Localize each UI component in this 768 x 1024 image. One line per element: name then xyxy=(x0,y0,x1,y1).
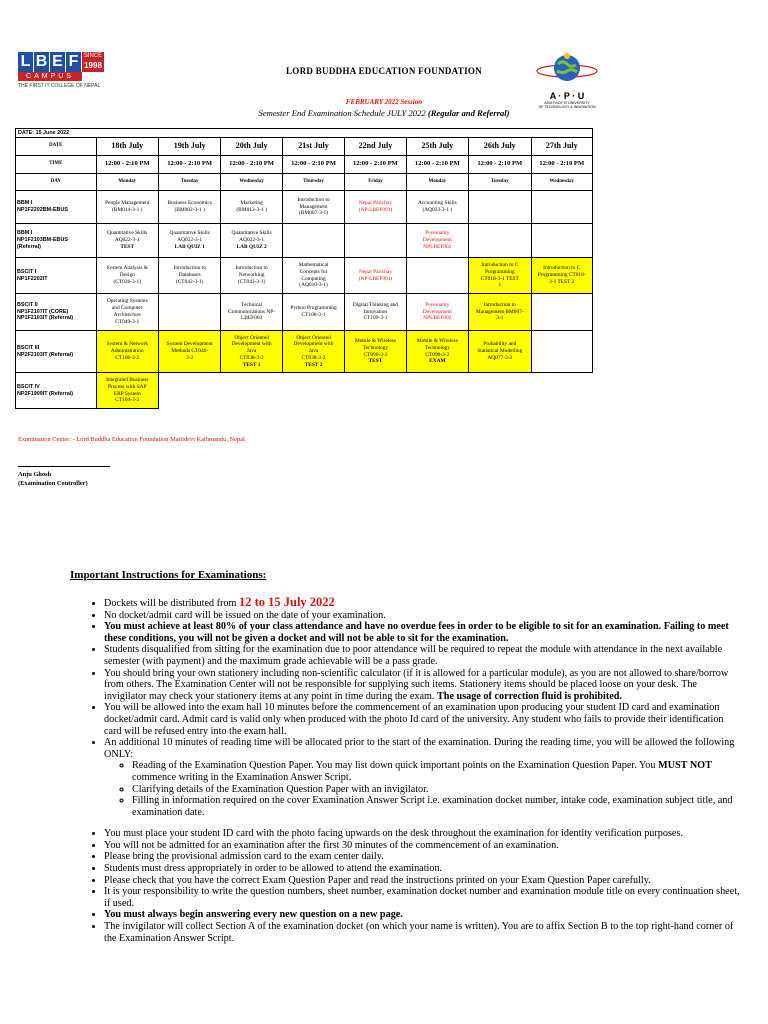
exam-cell-line: Technology xyxy=(362,344,389,351)
exam-cell xyxy=(406,224,468,258)
day-cell: Monday xyxy=(96,174,158,191)
program-label-line: NP2F2103IT (Referral) xyxy=(17,351,74,358)
sub-item-bold: MUST NOT xyxy=(658,760,712,772)
program-label-line: NP1F2107IT (CORE) xyxy=(17,308,69,315)
table-date-note: DATE: 15 June 2022 xyxy=(16,129,593,138)
exam-cell-line: Methods CT046- xyxy=(171,348,209,355)
sub-list-item xyxy=(132,760,740,783)
date-header: 27th July xyxy=(531,138,593,156)
apu-sub-2: OF TECHNOLOGY & INNOVATION xyxy=(538,105,596,109)
exam-cell-line: Networking xyxy=(238,272,265,279)
program-label-line: BSCIT I xyxy=(17,268,37,275)
exam-cell-line: Programming xyxy=(484,268,515,275)
exam-cell-line: Probability and xyxy=(483,341,517,348)
exam-cell xyxy=(345,294,406,331)
sub-list-item: ◦ Clarifying details of the Examination Question Paper with an invigilator. xyxy=(132,784,740,796)
exam-cell-line: (NP-LBEF001) xyxy=(358,207,393,213)
exam-cell xyxy=(531,294,593,331)
table-row-dates xyxy=(16,138,593,156)
exam-cell-line: Python Programming xyxy=(290,305,337,312)
day-cell: Thursday xyxy=(282,174,344,191)
exam-cell xyxy=(96,294,158,331)
exam-cell-line: Integrated Business xyxy=(106,376,149,383)
table-row xyxy=(16,331,593,373)
stationery-bold: The usage of correction fluid is prohibited. xyxy=(437,690,622,702)
exam-cell-line: Development with xyxy=(231,341,272,348)
exam-cell xyxy=(96,373,158,409)
exam-cell xyxy=(221,294,282,331)
exam-cell xyxy=(96,258,158,294)
list-item: • Please check that you have the correct Exam Question Paper and read the instructions printed on your Exam Question Paper carefully. xyxy=(104,875,740,887)
table-row xyxy=(16,224,593,258)
exam-cell-line: CT106-3-2 xyxy=(115,354,140,361)
exam-cell xyxy=(96,191,158,224)
time-cell: 12:00 - 2:10 PM xyxy=(345,156,406,174)
exam-cell-line: CT108-3-1 xyxy=(301,312,326,318)
day-cell: Tuesday xyxy=(469,174,531,191)
exam-cell-line: Business Economics xyxy=(167,200,212,207)
apu-sub-1: ASIA PACIFIC UNIVERSITY xyxy=(544,101,590,105)
table-row xyxy=(16,294,593,331)
exam-cell-line: Administration xyxy=(110,348,144,355)
date-header: 19th July xyxy=(158,138,220,156)
reading-time-text: An additional 10 minutes of reading time will be allocated prior to the start of the examination. During the reading time, you will be allowed the following ONLY: xyxy=(104,737,735,760)
logo-letter: F xyxy=(66,52,81,72)
exam-cell-line: 1 xyxy=(498,282,502,289)
date-header: 26th July xyxy=(469,138,531,156)
logo-letter: L xyxy=(18,52,33,72)
exam-cell-line: CT038-3-2 xyxy=(239,354,264,361)
signatory-name: Anju Ghosh xyxy=(18,471,52,478)
exam-cell-line: Accounting Skills xyxy=(417,200,457,207)
exam-cell-line: Programming CT018- xyxy=(537,272,586,279)
program-label xyxy=(16,224,97,258)
list-item: • The invigilator will collect Section A of the examination docket (on which your name is written). You are to affix Section B to the top right-hand corner of the Examination Answer Script. xyxy=(104,921,740,944)
exam-cell-line: (CT026-3-1) xyxy=(113,278,142,285)
exam-cell-line: Mobile & Wireless xyxy=(354,337,396,344)
list-item: • No docket/admit card will be issued on the date of your examination. xyxy=(104,610,740,622)
table-row xyxy=(16,373,593,409)
list-item: • Please bring the provisional admission card to the exam center daily. xyxy=(104,851,740,863)
time-cell: 12:00 - 2:10 PM xyxy=(221,156,282,174)
exam-cell xyxy=(406,331,468,373)
program-label-line: NP1F2202IT xyxy=(17,275,48,282)
exam-cell xyxy=(531,258,593,294)
exam-cell-line: Introduction to xyxy=(483,301,516,308)
program-label-line: BBM I xyxy=(17,230,33,237)
exam-cell-line: AQ022-3-1 xyxy=(114,237,140,244)
exam-cell xyxy=(158,331,220,373)
list-item xyxy=(104,597,740,610)
exam-cell xyxy=(406,191,468,224)
exam-cell-line: Databases xyxy=(178,272,201,279)
exam-cell-line: Java xyxy=(246,348,257,355)
exam-cell xyxy=(469,294,531,331)
day-cell: Wednesday xyxy=(221,174,282,191)
program-label-line: BSCIT III xyxy=(17,344,40,351)
list-item xyxy=(104,668,740,703)
program-label-line: NP1F2103BM-EBUS xyxy=(17,237,68,244)
program-label xyxy=(16,191,97,224)
exam-cell xyxy=(221,258,282,294)
row-label-day: DAY xyxy=(16,174,97,191)
exam-cell-line: AQ022-3-1 xyxy=(239,237,265,244)
exam-cell-line: CT090-3-2 xyxy=(425,351,450,358)
exam-cell-line: Technology xyxy=(424,344,451,351)
exam-cell-line: Nepal Parichay xyxy=(358,200,392,207)
date-header: 21st July xyxy=(282,138,344,156)
logo-letter: E xyxy=(50,52,65,72)
exam-cell-line: Management xyxy=(299,203,328,210)
exam-cell-line: Personality xyxy=(425,230,450,237)
list-item: • You must always begin answering every new question on a new page. xyxy=(104,909,740,921)
org-title: LORD BUDDHA EDUCATION FOUNDATION xyxy=(285,66,483,76)
exam-cell-line: CT104-3-2 xyxy=(115,397,140,404)
exam-cell xyxy=(469,191,531,224)
exam-cell-line: Development xyxy=(422,308,452,315)
exam-cell-tag: TEST 1 xyxy=(242,361,261,368)
exam-cell-line: NPLBEF002 xyxy=(423,315,452,322)
table-row-date-note xyxy=(16,129,593,138)
exam-cell xyxy=(158,294,220,331)
table-row-days xyxy=(16,174,593,191)
logo-campus: CAMPUS xyxy=(18,72,82,81)
exam-cell-line: Introduction to xyxy=(297,196,330,203)
signature-line xyxy=(18,466,110,467)
exam-cell-line: 3-1 xyxy=(496,315,504,322)
exam-cell xyxy=(282,224,344,258)
exam-cell xyxy=(406,294,468,331)
logo-year: 1998 xyxy=(84,61,102,70)
exam-cell-line: (CT043-3-1) xyxy=(237,278,266,285)
exam-cell-line: Introduction to C xyxy=(481,261,519,268)
day-cell: Tuesday xyxy=(158,174,220,191)
exam-cell-tag: LAB QUIZ 1 xyxy=(174,243,205,250)
exam-cell xyxy=(221,331,282,373)
exam-cell xyxy=(531,191,593,224)
instructions-list xyxy=(88,597,740,944)
exam-cell-line: Development with xyxy=(293,341,334,348)
exam-cell-line: Statistical Modelling xyxy=(477,348,523,355)
schedule-title-bold: (Regular and Referral) xyxy=(427,108,510,118)
exam-cell-tag: TEST 2 xyxy=(304,361,323,368)
list-item: • Students disqualified from sitting for the examination due to poor attendance will be required to repeat the module with attendance in the next available semester (with payment) and the maximum grade achievable will be a pass grade. xyxy=(104,644,740,667)
list-item: • You will not be admitted for an examination after the first 30 minutes of the commencement of an examination. xyxy=(104,840,740,852)
time-cell: 12:00 - 2:10 PM xyxy=(406,156,468,174)
list-item xyxy=(104,737,740,818)
exam-cell xyxy=(158,191,220,224)
exam-cell-line: Quantitative Skills xyxy=(107,230,148,237)
exam-cell-line: 3-2 xyxy=(186,354,194,361)
exam-cell-line: System & Network xyxy=(106,341,149,348)
instructions-heading: Important Instructions for Examinations: xyxy=(70,569,267,581)
apu-name: A · P · U xyxy=(549,91,585,101)
logo-tagline: THE FIRST IT COLLEGE OF NEPAL xyxy=(18,83,101,89)
program-label xyxy=(16,258,97,294)
exam-cell xyxy=(469,224,531,258)
exam-cell-tag: LAB QUIZ 2 xyxy=(236,243,267,250)
exam-cell-line: Technical xyxy=(241,301,263,308)
exam-cell-line: Computing xyxy=(301,275,326,282)
logo-letter: B xyxy=(35,53,48,70)
exam-cell-line: Development xyxy=(422,237,452,244)
program-label xyxy=(16,373,97,409)
program-label-line: BSCIT IV xyxy=(17,383,40,390)
program-label-line: NP1F2103IT (Referral) xyxy=(17,315,74,322)
exam-cell xyxy=(221,224,282,258)
exam-cell-line: LBEF003 xyxy=(240,315,263,322)
exam-cell-line: Nepal Parichay xyxy=(358,268,392,275)
dockets-text: Dockets will be distributed from xyxy=(104,598,239,609)
exam-cell xyxy=(345,258,406,294)
list-item: • It is your responsibility to write the question numbers, sheet number, examination docket number and examination module title on every continuation sheet, if used. xyxy=(104,886,740,909)
exam-cell xyxy=(158,258,220,294)
program-label-line: BSCIT II xyxy=(17,301,38,308)
exam-cell-line: System Development xyxy=(166,341,213,348)
exam-cell-line: Quantitative Skills xyxy=(231,230,272,237)
logo-since-text: SINCE xyxy=(83,53,103,59)
exam-cell-line: Marketing xyxy=(240,200,263,207)
exam-cell-tag: TEST xyxy=(120,243,135,250)
program-label-line: NP1F2202BM-EBUS xyxy=(17,207,68,213)
time-cell: 12:00 - 2:10 PM xyxy=(158,156,220,174)
exam-cell-line: CT038-3-2 xyxy=(301,354,326,361)
time-cell: 12:00 - 2:10 PM xyxy=(282,156,344,174)
table-row-times xyxy=(16,156,593,174)
examination-center-note: Examination Center: - Lord Buddha Education Foundation Maitidevi Kathmandu, Nepal. xyxy=(18,436,247,443)
exam-cell-line: Quantitative Skills xyxy=(169,230,210,237)
exam-cell-line: Mobile & Wireless xyxy=(416,337,458,344)
exam-cell xyxy=(345,331,406,373)
exam-cell-line: CT018-3-1 TEST xyxy=(480,275,519,282)
day-cell: Wednesday xyxy=(531,174,593,191)
sub-item-text: commence writing in the Examination Answer Script. xyxy=(132,771,352,783)
sub-item-text: Reading of the Examination Question Paper. You may list down quick important points on the Examination Question Paper. You xyxy=(132,760,659,772)
program-label-line: BBM I xyxy=(17,200,33,207)
exam-cell xyxy=(345,224,406,258)
list-item: • You must achieve at least 80% of your class attendance and have no overdue fees in order to be eligible to sit for an examination. Failing to meet these conditions, you will not be given a docket and will not be able to sit for the examination. xyxy=(104,621,740,644)
date-header: 18th July xyxy=(96,138,158,156)
exam-schedule-table xyxy=(15,128,593,409)
exam-cell-line: (BM002-3-1 ) xyxy=(174,207,205,213)
exam-cell xyxy=(96,331,158,373)
date-header: 25th July xyxy=(406,138,468,156)
exam-cell-line: NPLBEF002 xyxy=(423,243,452,250)
table-row xyxy=(16,191,593,224)
time-cell: 12:00 - 2:10 PM xyxy=(96,156,158,174)
list-item: • You must place your student ID card with the photo facing upwards on the desk throughout the examination for identity verification purposes. xyxy=(104,828,740,840)
exam-cell-line: Process with SAP xyxy=(107,383,147,390)
exam-cell-line: Concepts for xyxy=(299,268,328,275)
table-body xyxy=(16,129,593,409)
sub-list-item: ◦ Filling in information required on the cover Examination Answer Script i.e. examination docket number, intake code, examination subject title, and examination date. xyxy=(132,795,740,818)
row-label-time: TIME xyxy=(16,156,97,174)
exam-cell-line: Mathematical xyxy=(298,261,329,268)
exam-cell-line: Introduction to xyxy=(235,265,268,272)
exam-cell-line: (CT042-3-1) xyxy=(175,278,204,285)
list-item: • Students must dress appropriately in order to be allowed to attend the examination. xyxy=(104,863,740,875)
exam-cell-line: Java xyxy=(308,348,319,355)
exam-cell xyxy=(158,224,220,258)
date-header: 22nd July xyxy=(345,138,406,156)
exam-cell xyxy=(96,224,158,258)
program-label-line: NP2F1909IT (Referral) xyxy=(17,390,74,397)
exam-cell-line: Communications NP- xyxy=(228,308,276,315)
exam-cell-line: Object Oriented xyxy=(296,334,331,341)
exam-cell xyxy=(282,331,344,373)
exam-cell xyxy=(531,331,593,373)
list-gap xyxy=(104,818,740,828)
exam-cell-tag: EXAM xyxy=(429,358,446,365)
exam-cell xyxy=(282,191,344,224)
exam-cell-line: CT109-3-1 xyxy=(363,315,388,322)
exam-cell xyxy=(469,258,531,294)
program-label xyxy=(16,331,97,373)
exam-cell-line: System Analysis & xyxy=(106,265,148,272)
program-label xyxy=(16,294,97,331)
exam-cell xyxy=(282,294,344,331)
exam-cell-line: AQ022-3-1 xyxy=(177,237,203,244)
exam-cell-tag: TEST xyxy=(368,358,383,365)
exam-cell-line: Operating Systems xyxy=(106,298,148,305)
exam-cell-line: Digital Thinking and xyxy=(352,301,398,308)
exam-cell xyxy=(469,331,531,373)
day-cell: Friday xyxy=(345,174,406,191)
exam-cell-line: (NP-LBEF001) xyxy=(358,275,393,282)
day-cell: Monday xyxy=(406,174,468,191)
exam-cell xyxy=(345,191,406,224)
program-label-line: (Referral) xyxy=(17,243,41,250)
exam-cell-line: Introduction to C xyxy=(543,265,581,272)
exam-cell xyxy=(531,224,593,258)
exam-cell-line: ERP System xyxy=(113,390,141,397)
schedule-title xyxy=(0,108,768,118)
exam-cell-line: Design xyxy=(119,272,135,279)
session-label: FEBRUARY 2022 Session xyxy=(345,98,423,106)
exam-cell-line: AQ077-3-2 xyxy=(487,354,513,361)
schedule-title-text: Semester End Examination Schedule JULY 2022 xyxy=(258,108,426,118)
exam-cell xyxy=(221,191,282,224)
exam-cell-line: Introduction to xyxy=(173,265,206,272)
exam-cell-line: (AQ010-3-1) xyxy=(299,282,328,289)
exam-cell-line: Architecture xyxy=(113,312,141,318)
exam-cell-line: People Management xyxy=(105,200,150,207)
exam-cell-line: CT090-3-2 xyxy=(363,351,388,358)
exam-cell-line: (BM007-3-1) xyxy=(299,210,329,217)
row-label-date: DATE xyxy=(16,138,97,156)
exam-cell-line: Object Oriented xyxy=(234,334,269,341)
exam-cell-line: (BM012-3-1 ) xyxy=(236,207,267,213)
exam-cell-line: Personality xyxy=(425,301,450,308)
exam-cell-line: Innovation xyxy=(363,308,388,315)
stationery-text: You should bring your own stationery including non-scientific calculator (if it is allowed for a particular module), as you are not allowed to share/borrow from others. The Examination Center will not be responsible for supplying such items. Stationery items should be placed loose on your desk. The invigilator may check your stationery items at any point in time during the exam. xyxy=(104,667,729,702)
exam-cell-line: 3-1 TEST 2 xyxy=(549,278,575,285)
time-cell: 12:00 - 2:10 PM xyxy=(469,156,531,174)
exam-cell xyxy=(406,258,468,294)
exam-cell-line: Management BM007- xyxy=(475,308,524,315)
exam-cell-line: (AQ023-3-1 ) xyxy=(422,207,453,213)
exam-cell xyxy=(282,258,344,294)
exam-cell-line: and Computer xyxy=(111,305,143,312)
signatory-role: (Examination Controller) xyxy=(18,480,88,487)
date-header: 20th July xyxy=(221,138,282,156)
list-item: • You will be allowed into the exam hall 10 minutes before the commencement of an examination upon producing your student ID card and examination docket/admit card. Admit card is valid only when produced with the photo Id card of the university. Any student who fails to provide their identification card will be refused entry into the exam hall. xyxy=(104,702,740,737)
exam-cell-line: (BM014-3-1 ) xyxy=(112,207,143,213)
table-row xyxy=(16,258,593,294)
dockets-dates: 12 to 15 July 2022 xyxy=(238,595,335,609)
time-cell: 12:00 - 2:10 PM xyxy=(531,156,593,174)
exam-cell-line: CT049-3-1 xyxy=(115,318,140,325)
